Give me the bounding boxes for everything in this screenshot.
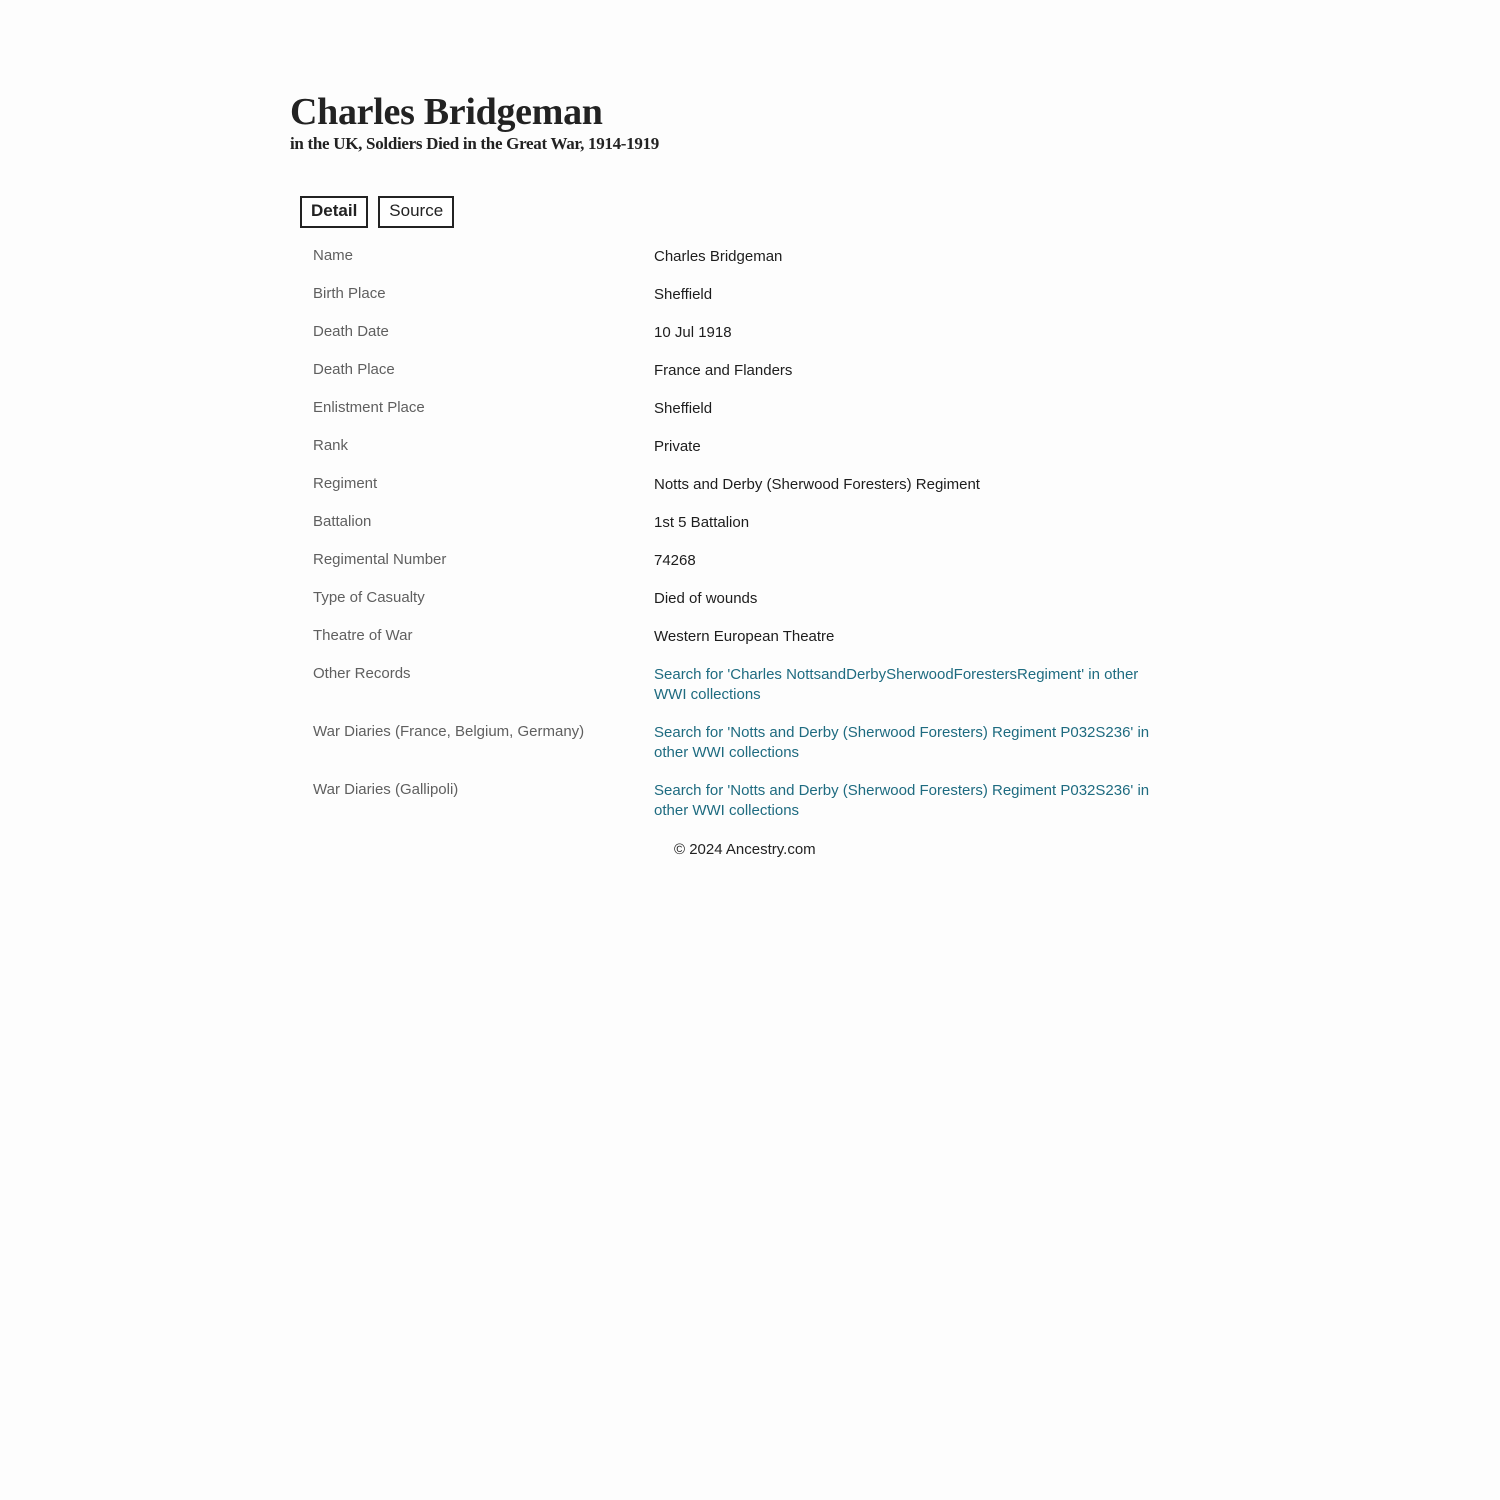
page-subtitle: in the UK, Soldiers Died in the Great War, 1914-1919 — [290, 134, 659, 153]
detail-label: Death Place — [313, 361, 395, 378]
detail-label: Birth Place — [313, 285, 386, 302]
detail-row-battalion — [313, 508, 1183, 546]
detail-label: Rank — [313, 437, 349, 454]
detail-value: Notts and Derby (Sherwood Foresters) Regiment — [654, 476, 980, 493]
detail-row-war-diaries-gallipoli — [313, 776, 1183, 834]
detail-value: Western European Theatre — [654, 628, 835, 645]
detail-value: 74268 — [654, 552, 696, 569]
record-details — [313, 242, 1183, 834]
detail-label: Regiment — [313, 475, 378, 492]
detail-row-regimental-number — [313, 546, 1183, 584]
detail-label: War Diaries (France, Belgium, Germany) — [313, 723, 585, 740]
detail-value: 1st 5 Battalion — [654, 514, 750, 531]
copyright-footer: © 2024 Ancestry.com — [674, 841, 816, 858]
detail-row-theatre-of-war — [313, 622, 1183, 660]
detail-value: Sheffield — [654, 286, 713, 303]
other-records-search-link[interactable]: Search for 'Charles NottsandDerbySherwoodForestersRegiment' in other WWI collections — [654, 666, 1139, 703]
detail-label: Battalion — [313, 513, 372, 530]
detail-value: Private — [654, 438, 701, 455]
tab-detail[interactable]: Detail — [300, 196, 368, 228]
detail-label: War Diaries (Gallipoli) — [313, 781, 459, 798]
detail-label: Type of Casualty — [313, 589, 425, 606]
detail-row-death-date — [313, 318, 1183, 356]
detail-row-other-records — [313, 660, 1183, 718]
detail-label: Enlistment Place — [313, 399, 425, 416]
detail-value: Charles Bridgeman — [654, 248, 783, 265]
detail-label: Regimental Number — [313, 551, 447, 568]
record-page — [290, 90, 1190, 858]
war-diaries-gallipoli-search-link[interactable]: Search for 'Notts and Derby (Sherwood Foresters) Regiment P032S236' in other WWI collections — [654, 782, 1150, 819]
detail-row-rank — [313, 432, 1183, 470]
detail-row-death-place — [313, 356, 1183, 394]
war-diaries-france-search-link[interactable]: Search for 'Notts and Derby (Sherwood Foresters) Regiment P032S236' in other WWI collections — [654, 724, 1150, 761]
detail-value — [654, 660, 1174, 705]
tab-source[interactable]: Source — [378, 196, 454, 228]
detail-row-birth-place — [313, 280, 1183, 318]
page-title: Charles Bridgeman — [290, 91, 603, 133]
detail-row-regiment — [313, 470, 1183, 508]
detail-label: Name — [313, 247, 354, 264]
detail-row-type-of-casualty — [313, 584, 1183, 622]
detail-value — [654, 776, 1174, 821]
detail-value — [654, 718, 1174, 763]
detail-label: Theatre of War — [313, 627, 413, 644]
detail-value: Died of wounds — [654, 590, 758, 607]
detail-row-war-diaries-france — [313, 718, 1183, 776]
detail-label: Other Records — [313, 665, 411, 682]
detail-value: France and Flanders — [654, 362, 793, 379]
record-tabs — [300, 196, 454, 228]
detail-value: Sheffield — [654, 400, 713, 417]
detail-row-enlistment-place — [313, 394, 1183, 432]
detail-label: Death Date — [313, 323, 389, 340]
detail-value: 10 Jul 1918 — [654, 324, 732, 341]
detail-row-name — [313, 242, 1183, 280]
